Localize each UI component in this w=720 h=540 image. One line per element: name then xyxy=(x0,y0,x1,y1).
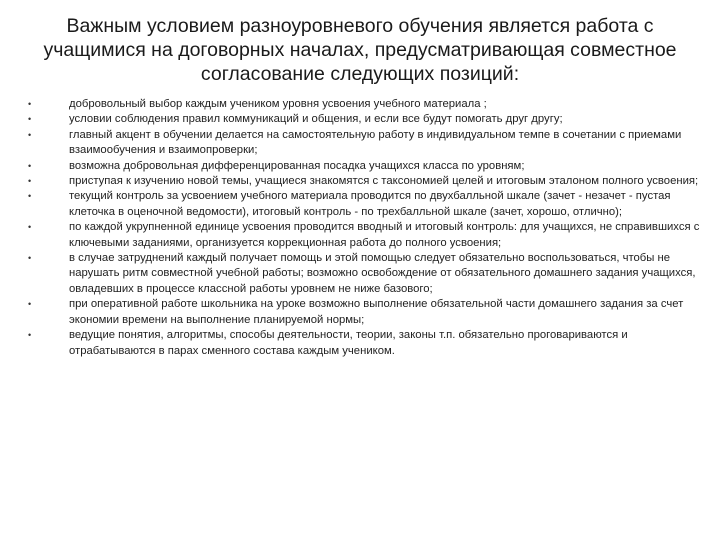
slide-title: Важным условием разноуровневого обучения является работа с учащимися на договорных началах, предусматривающая совместное согласование следующих позиций: xyxy=(43,15,677,85)
list-item xyxy=(28,97,704,112)
list-item-text: текущий контроль за усвоением учебного материала проводится по двухбалльной шкале (зачет - незачет - пустая клеточка в оценочной ведомости), итоговый контроль - по трехбалльной шкале (зачет, хорошо, отлично); xyxy=(69,190,671,218)
list-item-text: приступая к изучению новой темы, учащиеся знакомятся с таксономией целей и итоговым эталоном полного усвоения; xyxy=(69,175,699,188)
list-item-text: условии соблюдения правил коммуникаций и общения, и если все будут помогать друг другу; xyxy=(69,113,563,126)
bullet-dot-icon: • xyxy=(28,176,32,187)
bullet-dot-icon: • xyxy=(28,222,32,233)
list-item xyxy=(28,189,704,220)
bullet-dot-icon: • xyxy=(28,160,32,171)
list-item xyxy=(28,174,704,189)
list-item-text: ведущие понятия, алгоритмы, способы деятельности, теории, законы т.п. обязательно проговариваются и отрабатываются в парах сменного состава каждым учеником. xyxy=(69,329,628,357)
list-item-text: добровольный выбор каждым учеником уровня усвоения учебного материала ; xyxy=(69,98,487,110)
bullet-dot-icon: • xyxy=(28,191,32,202)
list-item xyxy=(28,251,704,297)
bullet-dot-icon: • xyxy=(28,330,32,341)
list-item xyxy=(28,297,704,328)
bullet-dot-icon: • xyxy=(28,99,32,109)
list-item xyxy=(28,112,704,127)
bullet-dot-icon: • xyxy=(28,299,32,310)
list-item xyxy=(28,128,704,159)
list-item xyxy=(28,220,704,251)
list-item xyxy=(28,159,704,174)
bullet-dot-icon: • xyxy=(28,114,32,125)
list-item-text: возможна добровольная дифференцированная посадка учащихся класса по уровням; xyxy=(69,159,525,172)
list-item-text: главный акцент в обучении делается на самостоятельную работу в индивидуальном темпе в сочетании с приемами взаимообучения и взаимопроверки; xyxy=(69,128,682,157)
list-item-text: по каждой укрупненной единице усвоения проводится вводный и итоговый контроль: для учащихся, не справившихся с ключевыми заданиями, организуется коррекционная работа до полного усвоения; xyxy=(69,221,700,249)
bullet-dot-icon: • xyxy=(28,253,32,264)
list-item-text: при оперативной работе школьника на уроке возможно выполнение обязательной части домашнего задания за счет экономии времени на выполнение планируемой нормы; xyxy=(69,298,684,326)
bullet-list xyxy=(28,97,704,359)
list-item xyxy=(28,328,704,359)
list-item-text: в случае затруднений каждый получает помощь и этой помощью следует обязательно воспользоваться, чтобы не нарушать ритм совместной учебной работы; возможно освобождение от обязательного домашнего задания учащихся, овладевших в процессе классной работы уровнем не ниже базового; xyxy=(69,252,696,295)
bullet-dot-icon: • xyxy=(28,129,32,140)
